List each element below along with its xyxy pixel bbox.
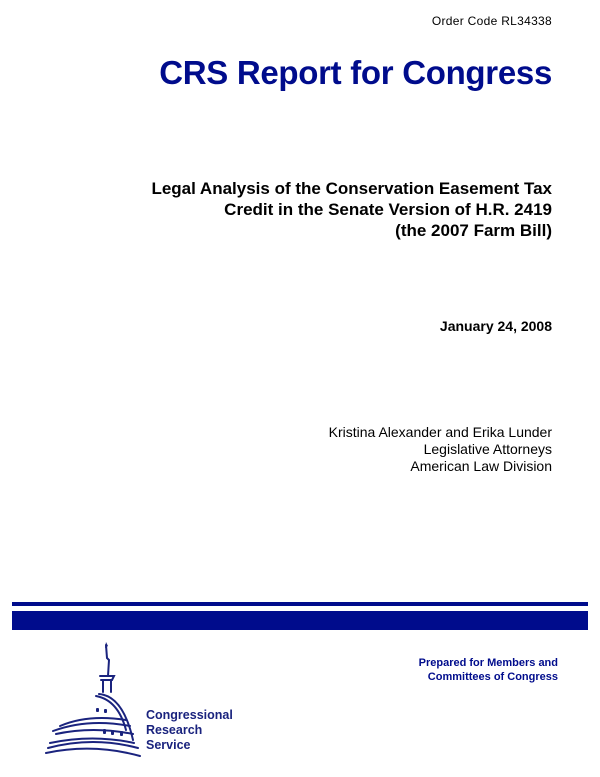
author-block xyxy=(329,424,552,475)
logo-text-line: Service xyxy=(146,738,191,752)
logo-text-line: Research xyxy=(146,723,203,737)
crs-logo-text xyxy=(146,708,233,753)
report-title xyxy=(82,178,552,241)
divider-thick xyxy=(12,611,588,630)
prepared-line: Prepared for Members and xyxy=(418,657,558,669)
capitol-dome-logo-icon xyxy=(38,640,148,758)
report-title-line: Legal Analysis of the Conservation Easement Tax xyxy=(151,179,552,198)
report-date: January 24, 2008 xyxy=(439,318,552,334)
authors: Kristina Alexander and Erika Lunder xyxy=(328,424,552,440)
division: American Law Division xyxy=(410,458,552,474)
prepared-line: Committees of Congress xyxy=(427,671,558,683)
order-code: Order Code RL34338 xyxy=(431,14,552,28)
report-title-line: Credit in the Senate Version of H.R. 2419 xyxy=(224,200,552,219)
prepared-for-note xyxy=(419,656,558,684)
logo-text-line: Congressional xyxy=(146,708,233,722)
divider-thin xyxy=(12,602,588,606)
author-title: Legislative Attorneys xyxy=(423,441,552,457)
report-title-line: (the 2007 Farm Bill) xyxy=(395,221,552,240)
report-series-title: CRS Report for Congress xyxy=(159,54,552,91)
